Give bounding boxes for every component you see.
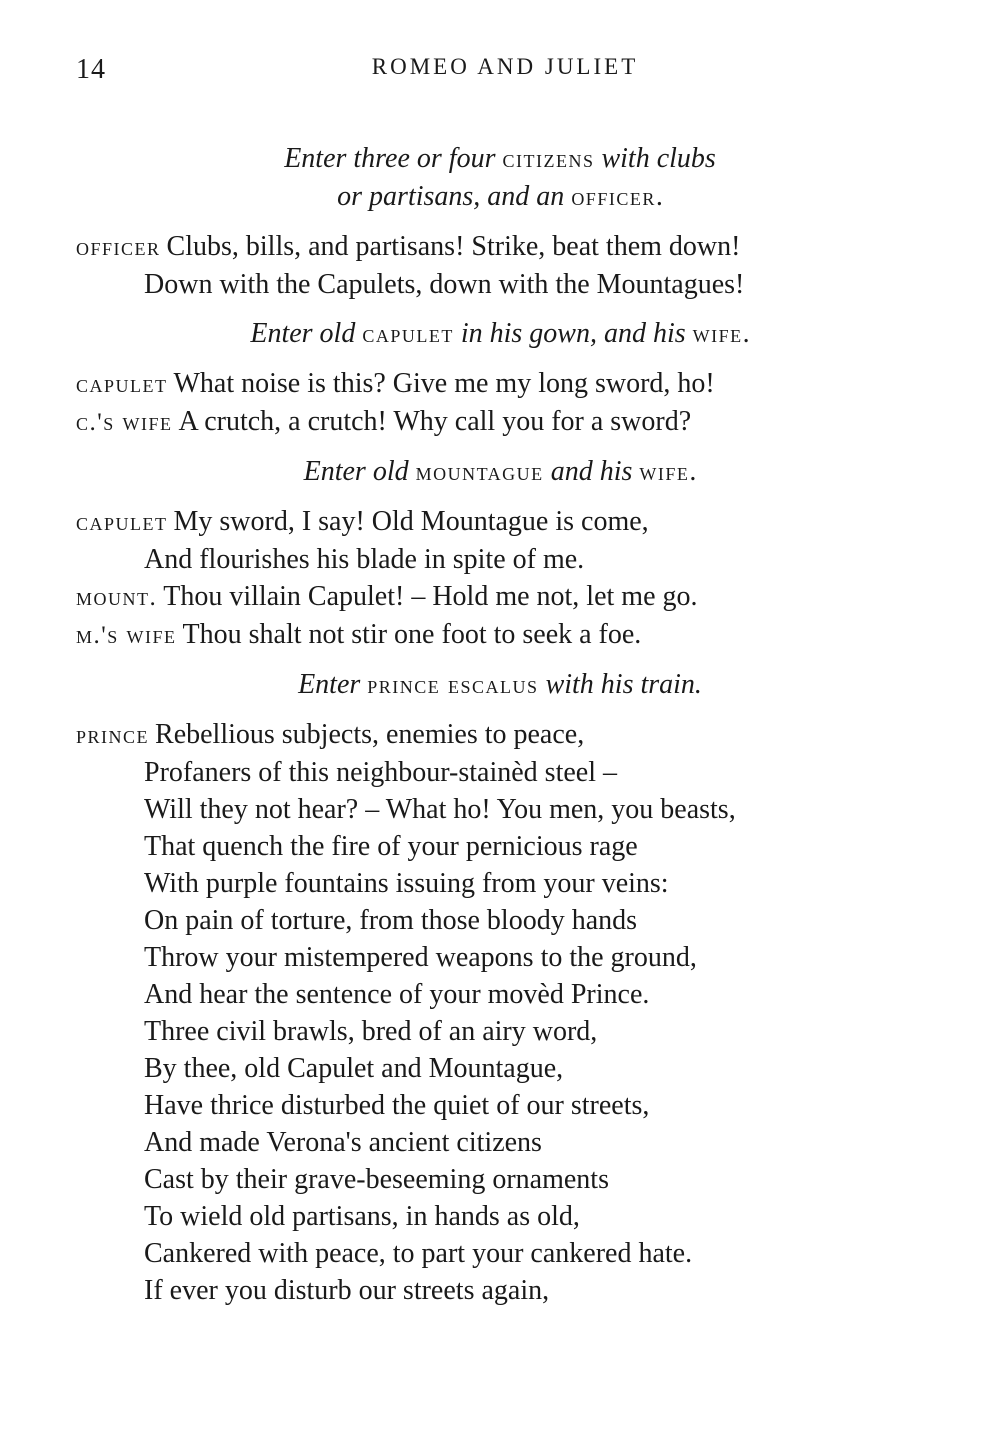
- line-text: My sword, I say! Old Mountague is come,: [173, 506, 649, 537]
- verse-line: [0, 716, 1000, 754]
- verse-line: And hear the sentence of your movèd Prince.: [144, 979, 650, 1010]
- character-name: wife: [692, 321, 743, 348]
- line-text: Rebellious subjects, enemies to peace,: [155, 719, 585, 750]
- character-name: mountague: [415, 459, 544, 486]
- verse-line: Three civil brawls, bred of an airy word,: [144, 1016, 598, 1047]
- verse-line: And made Verona's ancient citizens: [144, 1127, 542, 1158]
- sd-text: and his: [550, 456, 633, 487]
- verse-line: Will they not hear? – What ho! You men, you beasts,: [144, 794, 736, 825]
- sd-text: Enter three or four: [284, 143, 496, 174]
- verse-line: Throw your mistempered weapons to the ground,: [144, 942, 697, 973]
- line-text: Clubs, bills, and partisans! Strike, beat them down!: [166, 231, 741, 262]
- speaker-name: capulet: [76, 371, 168, 398]
- line-text: A crutch, a crutch! Why call you for a sword?: [178, 406, 692, 437]
- stage-direction-line: [0, 453, 1000, 491]
- verse-line: [0, 403, 1000, 441]
- stage-direction: [0, 140, 1000, 216]
- sd-text: Enter old: [250, 318, 356, 349]
- verse-line: [0, 616, 1000, 654]
- verse-line: And flourishes his blade in spite of me.: [144, 544, 585, 575]
- speech-mountague: [0, 578, 1000, 616]
- speech-officer: [0, 228, 1000, 303]
- speech-prince: [0, 716, 1000, 1309]
- verse-line: If ever you disturb our streets again,: [144, 1275, 550, 1306]
- verse-line: Down with the Capulets, down with the Mountagues!: [144, 269, 745, 300]
- verse-line: Cankered with peace, to part your cankered hate.: [144, 1238, 693, 1269]
- verse-line: [0, 228, 1000, 266]
- character-name: prince escalus: [367, 672, 539, 699]
- speech-capulets-wife: [0, 403, 1000, 441]
- sd-text: with clubs: [601, 143, 716, 174]
- verse-line: Profaners of this neighbour-stainèd steel –: [144, 757, 617, 788]
- character-name: officer: [571, 184, 656, 211]
- stage-direction: [0, 315, 1000, 353]
- running-title: ROMEO AND JULIET: [371, 54, 639, 79]
- speaker-name: mount.: [76, 584, 158, 611]
- sd-punct: .: [742, 318, 750, 349]
- speaker-name: officer: [76, 234, 161, 261]
- line-text: What noise is this? Give me my long sword, ho!: [173, 368, 715, 399]
- verse-line: Cast by their grave-beseeming ornaments: [144, 1164, 609, 1195]
- speaker-name: prince: [76, 722, 150, 749]
- speaker-name: c.'s wife: [76, 409, 173, 436]
- speech-mountagues-wife: [0, 616, 1000, 654]
- page-number: 14: [76, 54, 106, 85]
- character-name: wife: [639, 459, 690, 486]
- sd-text: or partisans, and an: [337, 181, 565, 212]
- verse-line: With purple fountains issuing from your veins:: [144, 868, 669, 899]
- sd-punct: .: [655, 181, 663, 212]
- stage-direction-line: [0, 140, 1000, 178]
- stage-direction-line: [0, 315, 1000, 353]
- running-header: [0, 52, 1000, 86]
- sd-text: Enter: [298, 669, 361, 700]
- speech-capulet: [0, 503, 1000, 578]
- line-text: Thou villain Capulet! – Hold me not, let me go.: [163, 581, 698, 612]
- stage-direction: [0, 453, 1000, 491]
- speaker-name: m.'s wife: [76, 622, 177, 649]
- verse-line: By thee, old Capulet and Mountague,: [144, 1053, 564, 1084]
- sd-text: with his train.: [545, 669, 702, 700]
- sd-text: in his gown, and his: [460, 318, 686, 349]
- character-name: citizens: [502, 146, 595, 173]
- speech-capulet: [0, 365, 1000, 403]
- verse-line: That quench the fire of your pernicious rage: [144, 831, 638, 862]
- verse-line: [0, 578, 1000, 616]
- stage-direction-line: [0, 178, 1000, 216]
- verse-line: [0, 503, 1000, 541]
- play-text: [0, 140, 1000, 1309]
- sd-punct: .: [689, 456, 697, 487]
- stage-direction-line: [0, 666, 1000, 704]
- line-text: Thou shalt not stir one foot to seek a foe.: [182, 619, 642, 650]
- verse-line: [0, 365, 1000, 403]
- verse-line: Have thrice disturbed the quiet of our streets,: [144, 1090, 650, 1121]
- character-name: capulet: [362, 321, 454, 348]
- sd-text: Enter old: [303, 456, 409, 487]
- stage-direction: [0, 666, 1000, 704]
- speaker-name: capulet: [76, 509, 168, 536]
- verse-line: On pain of torture, from those bloody hands: [144, 905, 638, 936]
- verse-line: To wield old partisans, in hands as old,: [144, 1201, 580, 1232]
